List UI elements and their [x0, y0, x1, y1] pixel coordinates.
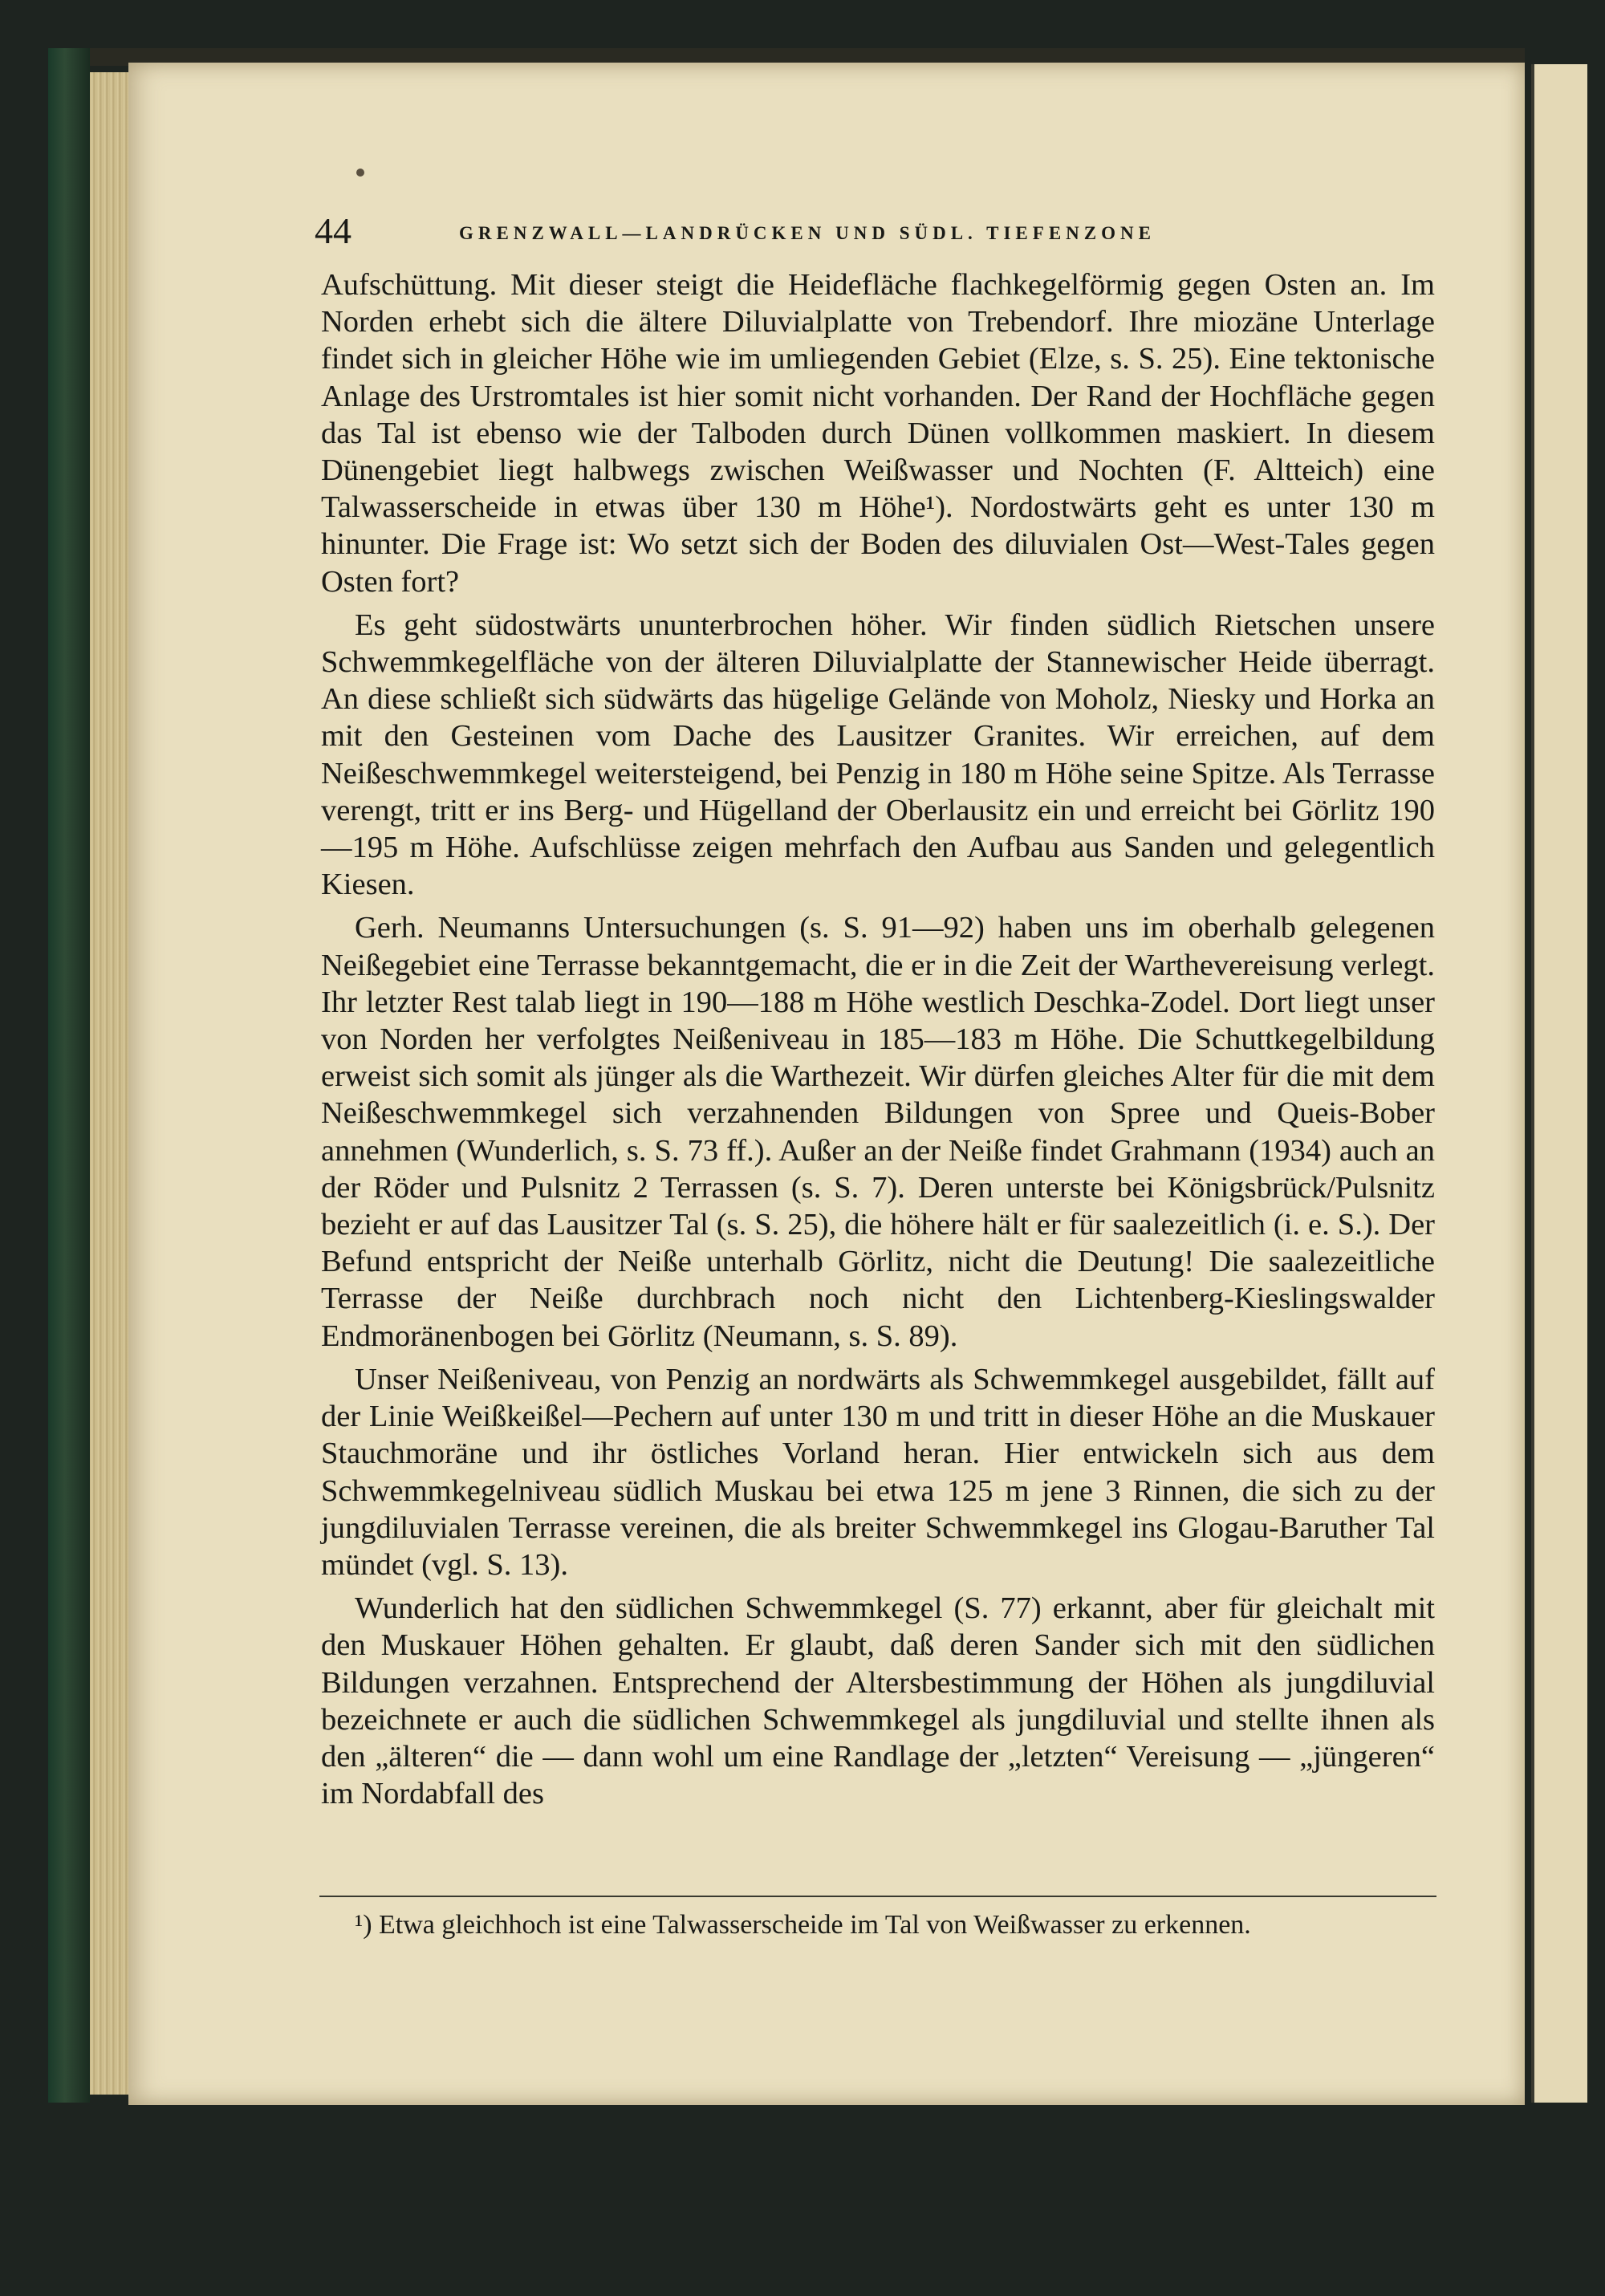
footnote: ¹) Etwa gleichhoch ist eine Talwasserscheide im Tal von Weißwasser zu erkennen.: [355, 1910, 1251, 1940]
page-speck: [356, 169, 364, 177]
page-number: 44: [315, 210, 351, 251]
paragraph: Unser Neißeniveau, von Penzig an nordwärts als Schwemmkegel ausgebildet, fällt auf der Linie Weißkeißel—Pechern auf unter 130 m und tritt in dieser Höhe an die Muskauer Stauchmoräne und ihr östliches Vorland heran. Hier entwickeln sich aus dem Schwemmkegelniveau südlich Muskau bei etwa 125 m jene 3 Rinnen, die sich zu der jungdiluvialen Terrasse vereinen, die als breiter Schwemmkegel ins Glogau-Baruther Tal mündet (vgl. S. 13).: [321, 1362, 1435, 1582]
next-page-edge: [1531, 64, 1587, 2103]
paragraph: Gerh. Neumanns Untersuchungen (s. S. 91—92) haben uns im oberhalb gelegenen Neißegebiet eine Terrasse bekanntgemacht, die er in die Zeit der Warthevereisung verlegt. Ihr letzter Rest talab liegt in 190—188 m Höhe westlich Deschka-Zodel. Dort liegt unser von Norden her verfolgtes Neißeniveau in 185—183 m Höhe. Die Schuttkegelbildung erweist sich somit als jünger als die Warthezeit. Wir dürfen gleiches Alter für die mit dem Neißeschwemmkegel sich verzahnenden Bildungen von Spree und Queis-Bober annehmen (Wunderlich, s. S. 73 ff.). Außer an der Neiße findet Grahmann (1934) auch an der Röder und Pulsnitz 2 Terrassen (s. S. 7). Deren unterste bei Königsbrück/Pulsnitz bezieht er auf das Lausitzer Tal (s. S. 25), die höhere hält er für saalezeitlich (i. e. S.). Der Befund entspricht der Neiße unterhalb Görlitz, nicht die Deutung! Die saalezeitliche Terrasse der Neiße durchbrach noch nicht den Lichtenberg-Kieslingswalder Endmoränenbogen bei Görlitz (Neumann, s. S. 89).: [321, 911, 1435, 1353]
page-header: [315, 207, 1438, 255]
paragraph: Es geht südostwärts ununterbrochen höher. Wir finden südlich Rietschen unsere Schwemmkegelfläche von der älteren Diluvialplatte der Stannewischer Heide überragt. An diese schließt sich südwärts das hügelige Gelände von Moholz, Niesky und Horka an mit den Gesteinen vom Dache des Lausitzer Granites. Wir erreichen, auf dem Neißeschwemmkegel weitersteigend, bei Penzig in 180 m Höhe seine Spitze. Als Terrasse verengt, tritt er ins Berg- und Hügelland der Oberlausitz ein und erreicht bei Görlitz 190—195 m Höhe. Aufschlüsse zeigen mehrfach den Aufbau aus Sanden und gelegentlich Kiesen.: [321, 608, 1435, 902]
footnote-rule: [319, 1896, 1436, 1897]
body-text: [321, 266, 1435, 1819]
paragraph: Aufschüttung. Mit dieser steigt die Heidefläche flachkegelförmig gegen Osten an. Im Norden erhebt sich die ältere Diluvialplatte von Trebendorf. Ihre miozäne Unterlage findet sich in gleicher Höhe wie im umliegenden Gebiet (Elze, s. S. 25). Eine tektonische Anlage des Urstromtales ist hier somit nicht vorhanden. Der Rand der Hochfläche gegen das Tal ist ebenso wie der Talboden durch Dünen vollkommen maskiert. In diesem Dünengebiet liegt halbwegs zwischen Weißwasser und Nochten (F. Altteich) eine Talwasserscheide in etwas über 130 m Höhe¹). Nordostwärts geht es unter 130 m hinunter. Die Frage ist: Wo setzt sich der Boden des diluvialen Ost—West-Tales gegen Osten fort?: [321, 268, 1435, 599]
book-cover-edge: [48, 48, 90, 2103]
paragraph: Wunderlich hat den südlichen Schwemmkegel (S. 77) erkannt, aber für gleichalt mit den Muskauer Höhen gehalten. Er glaubt, daß deren Sander sich mit den südlichen Bildungen verzahnen. Entsprechend der Altersbestimmung der Höhen als jungdiluvial bezeichnete er auch die südlichen Schwemmkegel als jungdiluvial und stellte ihnen als den „älteren“ die — dann wohl um eine Randlage der „letzten“ Vereisung — „jüngeren“ im Nordabfall des: [321, 1591, 1435, 1811]
running-head: GRENZWALL—LANDRÜCKEN UND SÜDL. TIEFENZONE: [459, 223, 1156, 243]
